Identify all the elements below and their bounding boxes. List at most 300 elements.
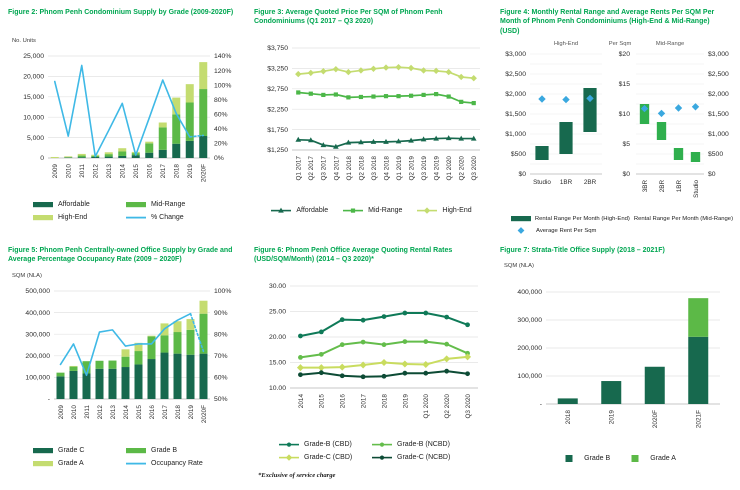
legend-item: [510, 226, 630, 235]
x-category-label: 2011: [83, 405, 91, 419]
data-point-marker: [424, 207, 430, 213]
data-point-marker: [444, 369, 449, 374]
data-point-marker: [382, 342, 387, 347]
tick-label: 60%: [214, 111, 228, 119]
legend-item: [278, 440, 371, 449]
tick-label: 80%: [214, 96, 228, 104]
bar-segment: [78, 156, 86, 158]
x-category-label: 2015: [135, 405, 143, 420]
bar-segment: [174, 332, 182, 354]
legend-item: [371, 453, 464, 462]
bar-segment: [105, 152, 113, 154]
tick-label: $1,000: [708, 131, 729, 139]
chart-legend: [254, 206, 488, 215]
tick-label: 15,000: [23, 94, 44, 101]
bar-segment: [200, 301, 208, 314]
x-category-label: 2013: [106, 164, 114, 179]
swatch-bar: [126, 448, 146, 453]
tick-label: -: [539, 401, 542, 409]
tick-label: 300,000: [517, 317, 542, 325]
tick-label: 140%: [214, 53, 232, 61]
legend-label: High-End: [58, 214, 88, 221]
data-point-marker: [298, 372, 303, 377]
legend-swatch-line-circle: [278, 440, 300, 449]
x-category-label: Q3 2020: [471, 156, 479, 181]
tick-label: 30.00: [268, 283, 286, 291]
data-point-marker: [319, 370, 324, 375]
x-category-label: Studio: [692, 180, 700, 198]
data-point-marker: [458, 74, 464, 80]
tick-label: 10,000: [23, 114, 44, 122]
data-point-marker: [309, 92, 313, 96]
tick-label: 400,000: [517, 289, 542, 297]
x-category-label: 2BR: [658, 180, 666, 193]
bar-segment: [187, 330, 195, 355]
data-point-marker: [472, 101, 476, 105]
tick-label: 20%: [214, 140, 228, 148]
data-point-marker: [308, 70, 314, 76]
data-point-marker: [465, 322, 470, 327]
x-category-label: Q2 2018: [358, 156, 366, 181]
x-category-label: Q3 2019: [421, 156, 428, 181]
legend-swatch-bar: [125, 446, 147, 455]
legend-label: Mid-Range: [368, 207, 403, 214]
x-category-label: Q3 2017: [320, 156, 328, 181]
tick-label: 90%: [214, 309, 228, 317]
swatch-bar: [33, 202, 53, 207]
tick-label: $1,000: [505, 131, 526, 139]
data-point-marker: [402, 371, 407, 376]
bar-segment: [159, 127, 167, 149]
legend-label: Occupancy Rate: [151, 460, 203, 467]
rental-range-bar: [559, 122, 572, 154]
bar-segment: [105, 154, 113, 156]
bar-segment: [688, 298, 708, 337]
x-category-label: 2015: [318, 394, 326, 409]
x-category-label: 2BR: [583, 179, 597, 186]
x-category-label: Q1 2020: [423, 394, 431, 419]
legend-swatch-bar: [510, 214, 531, 223]
legend-label: Grade B: [151, 447, 178, 454]
x-category-label: Q2 2020: [458, 156, 466, 181]
bar-segment: [96, 361, 104, 369]
tick-label: $2,500: [708, 71, 729, 79]
tick-label: $2,750: [267, 86, 288, 93]
legend-label: Average Rent Per Sqm: [536, 227, 597, 234]
tick-label: 0: [40, 155, 44, 163]
bar-segment: [96, 369, 104, 399]
bar-segment: [199, 62, 207, 89]
x-category-label: 2021F: [695, 410, 703, 429]
tick-label: $1,250: [267, 147, 288, 155]
data-point-marker: [384, 94, 388, 98]
swatch-bar: [33, 215, 53, 220]
data-point-marker: [434, 92, 438, 96]
data-point-marker: [321, 93, 325, 97]
swatch-line: [126, 463, 146, 465]
data-point-marker: [408, 65, 414, 71]
x-category-label: 2017: [360, 394, 368, 409]
x-category-label: 1BR: [559, 179, 573, 186]
legend-swatch-bar: [32, 446, 54, 455]
legend-item: [125, 213, 218, 222]
data-point-marker: [409, 94, 413, 98]
bar-segment: [187, 355, 195, 399]
tick-label: 200,000: [25, 353, 50, 360]
legend-swatch-bar: [32, 200, 54, 209]
x-category-label: Q1 2018: [345, 156, 353, 181]
x-category-label: 2017: [161, 405, 169, 420]
x-category-label: Q2 2020: [444, 394, 452, 419]
legend-item: [558, 454, 610, 463]
tick-label: $2,000: [505, 91, 526, 99]
tick-label: 20,000: [23, 73, 44, 81]
data-point-marker: [658, 110, 665, 117]
bar-segment: [78, 154, 86, 156]
x-category-label: 2014: [122, 405, 130, 420]
data-point-marker: [423, 311, 428, 316]
legend-swatch-line-circle: [371, 453, 393, 462]
rental-range-chart: [500, 36, 734, 212]
axis-unit-label: SQM (NLA): [504, 263, 534, 269]
data-point-marker: [298, 355, 303, 360]
bar-segment: [57, 373, 65, 377]
legend-label: Grade-C (NCBD): [397, 454, 451, 461]
office-rental-figure-panel: [254, 246, 488, 486]
bar-segment: [109, 369, 117, 399]
tick-label: 20.00: [268, 334, 286, 342]
bar-segment: [70, 371, 78, 399]
bar-segment: [161, 353, 169, 399]
data-point-marker: [402, 311, 407, 316]
data-point-marker: [444, 342, 449, 347]
x-category-label: 2019: [608, 410, 616, 425]
tick-label: -: [47, 396, 50, 404]
legend-swatch-line: [125, 459, 147, 468]
x-category-label: Q1 2019: [395, 156, 403, 181]
tick-label: $0: [518, 171, 526, 179]
bar-segment: [159, 150, 167, 158]
bar-segment: [161, 335, 169, 352]
bar-segment: [70, 367, 78, 371]
tick-label: $0: [622, 171, 630, 179]
service-charge-footnote: *Exclusive of service charge: [258, 472, 336, 479]
legend-item: [630, 214, 734, 223]
data-point-marker: [359, 95, 363, 99]
x-category-label: 3BR: [641, 180, 649, 193]
bar-segment: [645, 367, 665, 404]
rental-range-figure-panel: [500, 8, 734, 248]
x-category-label: Q1 2017: [295, 156, 303, 181]
legend-label: Grade-C (CBD): [304, 454, 353, 461]
condo-price-chart: [254, 38, 488, 200]
legend-item: [510, 214, 630, 223]
x-category-label: Q3 2018: [370, 156, 378, 181]
bar-segment: [148, 359, 156, 399]
bar-segment: [118, 156, 126, 158]
legend-item: [125, 200, 218, 209]
x-category-label: Q2 2019: [408, 156, 416, 181]
bar-segment: [199, 136, 207, 158]
data-point-marker: [319, 352, 324, 357]
data-point-marker: [295, 71, 301, 77]
bar-segment: [186, 103, 194, 141]
figure-title: Figure 5: Phnom Penh Centrally-owned Office Supply by Grade and Average Percentage Occupancy Rate (2009 – 2020F): [8, 247, 233, 264]
data-point-marker: [562, 96, 569, 103]
x-category-label: Q4 2019: [433, 156, 441, 181]
data-point-marker: [459, 100, 463, 104]
legend-label: Affordable: [296, 207, 329, 214]
tick-label: 15.00: [268, 359, 286, 367]
x-category-label: 2019: [187, 164, 195, 179]
swatch-bar: [511, 216, 531, 221]
axis-unit-label: No. Units: [12, 38, 36, 44]
tick-label: 500,000: [25, 288, 50, 296]
bar-segment: [83, 374, 91, 399]
condo-supply-figure-panel: [8, 8, 242, 248]
data-point-marker: [423, 339, 428, 344]
swatch-square: [566, 455, 573, 462]
legend-swatch-bar: [125, 200, 147, 209]
legend-label: Grade-B (CBD): [304, 441, 352, 448]
tick-label: 10.00: [268, 385, 286, 393]
x-category-label: 2020F: [200, 405, 208, 424]
tick-label: 50%: [214, 396, 228, 404]
tick-label: $15: [618, 81, 630, 89]
data-point-marker: [423, 371, 428, 376]
x-category-label: 2014: [297, 394, 305, 409]
x-category-label: 2019: [402, 394, 410, 409]
tick-label: 5,000: [26, 134, 44, 142]
x-category-label: 2020F: [200, 164, 208, 183]
legend-swatch-line-diamond: [416, 206, 438, 215]
tick-label: $500: [510, 151, 526, 159]
legend-swatch-diamond: [510, 226, 532, 235]
x-category-label: 2014: [119, 164, 127, 179]
legend-item: [125, 446, 218, 455]
bar-segment: [51, 157, 59, 158]
data-point-marker: [445, 69, 451, 75]
data-point-marker: [351, 209, 355, 213]
bar-segment: [148, 336, 156, 337]
x-category-label: 2016: [146, 164, 154, 179]
tick-label: 400,000: [25, 309, 50, 317]
tick-label: $3,250: [267, 65, 288, 73]
bar-segment: [57, 376, 65, 399]
rental-range-bar: [583, 88, 596, 132]
data-point-marker: [402, 339, 407, 344]
x-category-label: Q1 2020: [446, 156, 454, 181]
data-point-marker: [395, 64, 401, 70]
legend-swatch-square: [624, 454, 646, 463]
rental-range-bar: [657, 122, 666, 140]
data-point-marker: [320, 68, 326, 74]
tick-label: 0%: [214, 155, 224, 163]
bar-segment: [187, 319, 195, 330]
legend-label: Grade C: [58, 447, 85, 454]
data-point-marker: [339, 364, 346, 371]
bar-segment: [118, 148, 126, 151]
tick-label: 300,000: [25, 331, 50, 339]
bar-segment: [145, 153, 153, 158]
figure-title: Figure 6: Phnom Penh Office Average Quoting Rental Rates (USD/SQM/Month) (2014 – Q3 2020)*: [254, 247, 453, 264]
chart-legend: [254, 440, 488, 462]
data-point-marker: [382, 314, 387, 319]
data-point-marker: [443, 355, 450, 362]
data-point-marker: [464, 353, 471, 360]
legend-item: [270, 206, 328, 215]
bar-segment: [135, 364, 143, 399]
swatch-line: [126, 217, 146, 219]
data-point-marker: [465, 371, 470, 376]
data-point-marker: [333, 66, 339, 72]
tick-label: 100%: [214, 82, 232, 90]
legend-swatch-line-diamond: [278, 453, 300, 462]
tick-label: 80%: [214, 331, 228, 339]
legend-item: [416, 206, 471, 215]
legend-swatch-line: [125, 213, 147, 222]
data-point-marker: [318, 364, 325, 371]
bar-segment: [105, 157, 113, 158]
x-category-label: 2010: [70, 405, 78, 420]
bar-segment: [186, 141, 194, 158]
data-point-marker: [382, 374, 387, 379]
data-point-marker: [298, 334, 303, 339]
data-point-marker: [538, 95, 545, 102]
rental-range-bar: [691, 152, 700, 162]
legend-item: [278, 453, 371, 462]
legend-label: Grade A: [650, 455, 676, 462]
tick-label: 25,000: [23, 53, 44, 61]
x-category-label: 2018: [173, 164, 181, 179]
tick-label: $5: [622, 141, 630, 149]
legend-label: % Change: [151, 214, 184, 221]
tick-label: $1,500: [505, 111, 526, 119]
bar-segment: [688, 337, 708, 404]
tick-label: $2,500: [505, 71, 526, 79]
x-category-label: 2018: [174, 405, 182, 420]
chart-legend: [500, 454, 734, 463]
bar-segment: [199, 89, 207, 136]
x-category-label: Studio: [533, 179, 551, 186]
bar-segment: [200, 354, 208, 399]
tick-label: $0: [708, 171, 716, 179]
data-point-marker: [287, 443, 291, 447]
figure-title: Figure 2: Phnom Penh Condominium Supply by Grade (2009-2020F): [8, 9, 234, 16]
data-point-marker: [422, 361, 429, 368]
axis-unit-label: SQM (NLA): [12, 273, 42, 279]
figure-title: Figure 7: Strata-Title Office Supply (2018 – 2021F): [500, 247, 665, 254]
tick-label: $2,250: [267, 106, 288, 114]
swatch-square: [632, 455, 639, 462]
x-category-label: Q2 2017: [308, 156, 316, 181]
figure-title: Figure 4: Monthly Rental Range and Average Rents Per SQM Per Month of Phnom Penh Condominiums (High-End & Mid-Range) (USD): [500, 9, 715, 35]
panel-header: High-End: [553, 41, 579, 47]
tick-label: 60%: [214, 374, 228, 382]
legend-label: Grade B: [584, 455, 611, 462]
x-category-label: 2009: [52, 164, 60, 179]
x-category-label: 2013: [109, 405, 117, 420]
legend-swatch-bar: [32, 213, 54, 222]
data-point-marker: [345, 69, 351, 75]
bar-segment: [174, 354, 182, 399]
x-category-label: 1BR: [675, 180, 683, 193]
data-point-marker: [286, 454, 292, 460]
data-point-marker: [422, 93, 426, 97]
tick-label: $1,500: [708, 111, 729, 119]
data-point-marker: [340, 317, 345, 322]
chart-legend: [500, 214, 734, 235]
x-category-label: 2010: [65, 164, 73, 179]
strata-office-chart: [500, 274, 734, 446]
tick-label: $20: [618, 51, 630, 59]
data-point-marker: [380, 456, 384, 460]
data-point-marker: [340, 342, 345, 347]
x-category-label: Q4 2018: [383, 156, 391, 181]
bar-segment: [64, 156, 72, 157]
swatch-bar: [33, 448, 53, 453]
chart-legend: [8, 200, 242, 222]
office-supply-figure-panel: [8, 246, 242, 486]
data-point-marker: [334, 92, 338, 96]
bar-segment: [172, 144, 180, 158]
legend-label: Grade A: [58, 460, 84, 467]
data-point-marker: [361, 374, 366, 379]
tick-label: 100%: [214, 288, 232, 296]
legend-item: [125, 459, 218, 468]
data-point-marker: [444, 315, 449, 320]
x-category-label: 2016: [339, 394, 347, 409]
tick-label: 100,000: [517, 373, 542, 381]
bar-segment: [558, 398, 578, 404]
swatch-bar: [33, 461, 53, 466]
data-point-marker: [319, 330, 324, 335]
data-point-marker: [296, 90, 300, 94]
bar-segment: [159, 123, 167, 128]
x-category-label: 2016: [148, 405, 156, 420]
x-category-label: Q4 2017: [333, 156, 341, 181]
data-point-marker: [297, 364, 304, 371]
data-point-marker: [383, 64, 389, 70]
legend-label: Affordable: [58, 201, 90, 208]
data-point-marker: [518, 227, 525, 234]
strata-office-figure-panel: [500, 246, 734, 486]
office-rental-chart: [254, 276, 488, 438]
x-category-label: 2012: [92, 164, 100, 179]
tick-label: 25.00: [268, 308, 286, 316]
legend-swatch-line-square: [342, 206, 364, 215]
tick-label: $3,000: [708, 51, 729, 59]
tick-label: 200,000: [517, 345, 542, 353]
bar-segment: [118, 151, 126, 155]
tick-label: 100,000: [25, 374, 50, 382]
legend-item: [371, 440, 464, 449]
tick-label: $500: [708, 151, 724, 159]
data-point-marker: [340, 373, 345, 378]
tick-label: 40%: [214, 126, 228, 134]
bar-segment: [135, 351, 143, 364]
bar-segment: [200, 314, 208, 354]
bar-segment: [109, 361, 117, 369]
chart-legend: [8, 446, 242, 468]
data-point-marker: [361, 318, 366, 323]
tick-label: $10: [618, 111, 630, 119]
bar-segment: [122, 349, 130, 356]
data-point-marker: [381, 359, 388, 366]
bar-segment: [145, 142, 153, 144]
x-category-label: 2012: [96, 405, 104, 420]
data-point-marker: [447, 94, 451, 98]
